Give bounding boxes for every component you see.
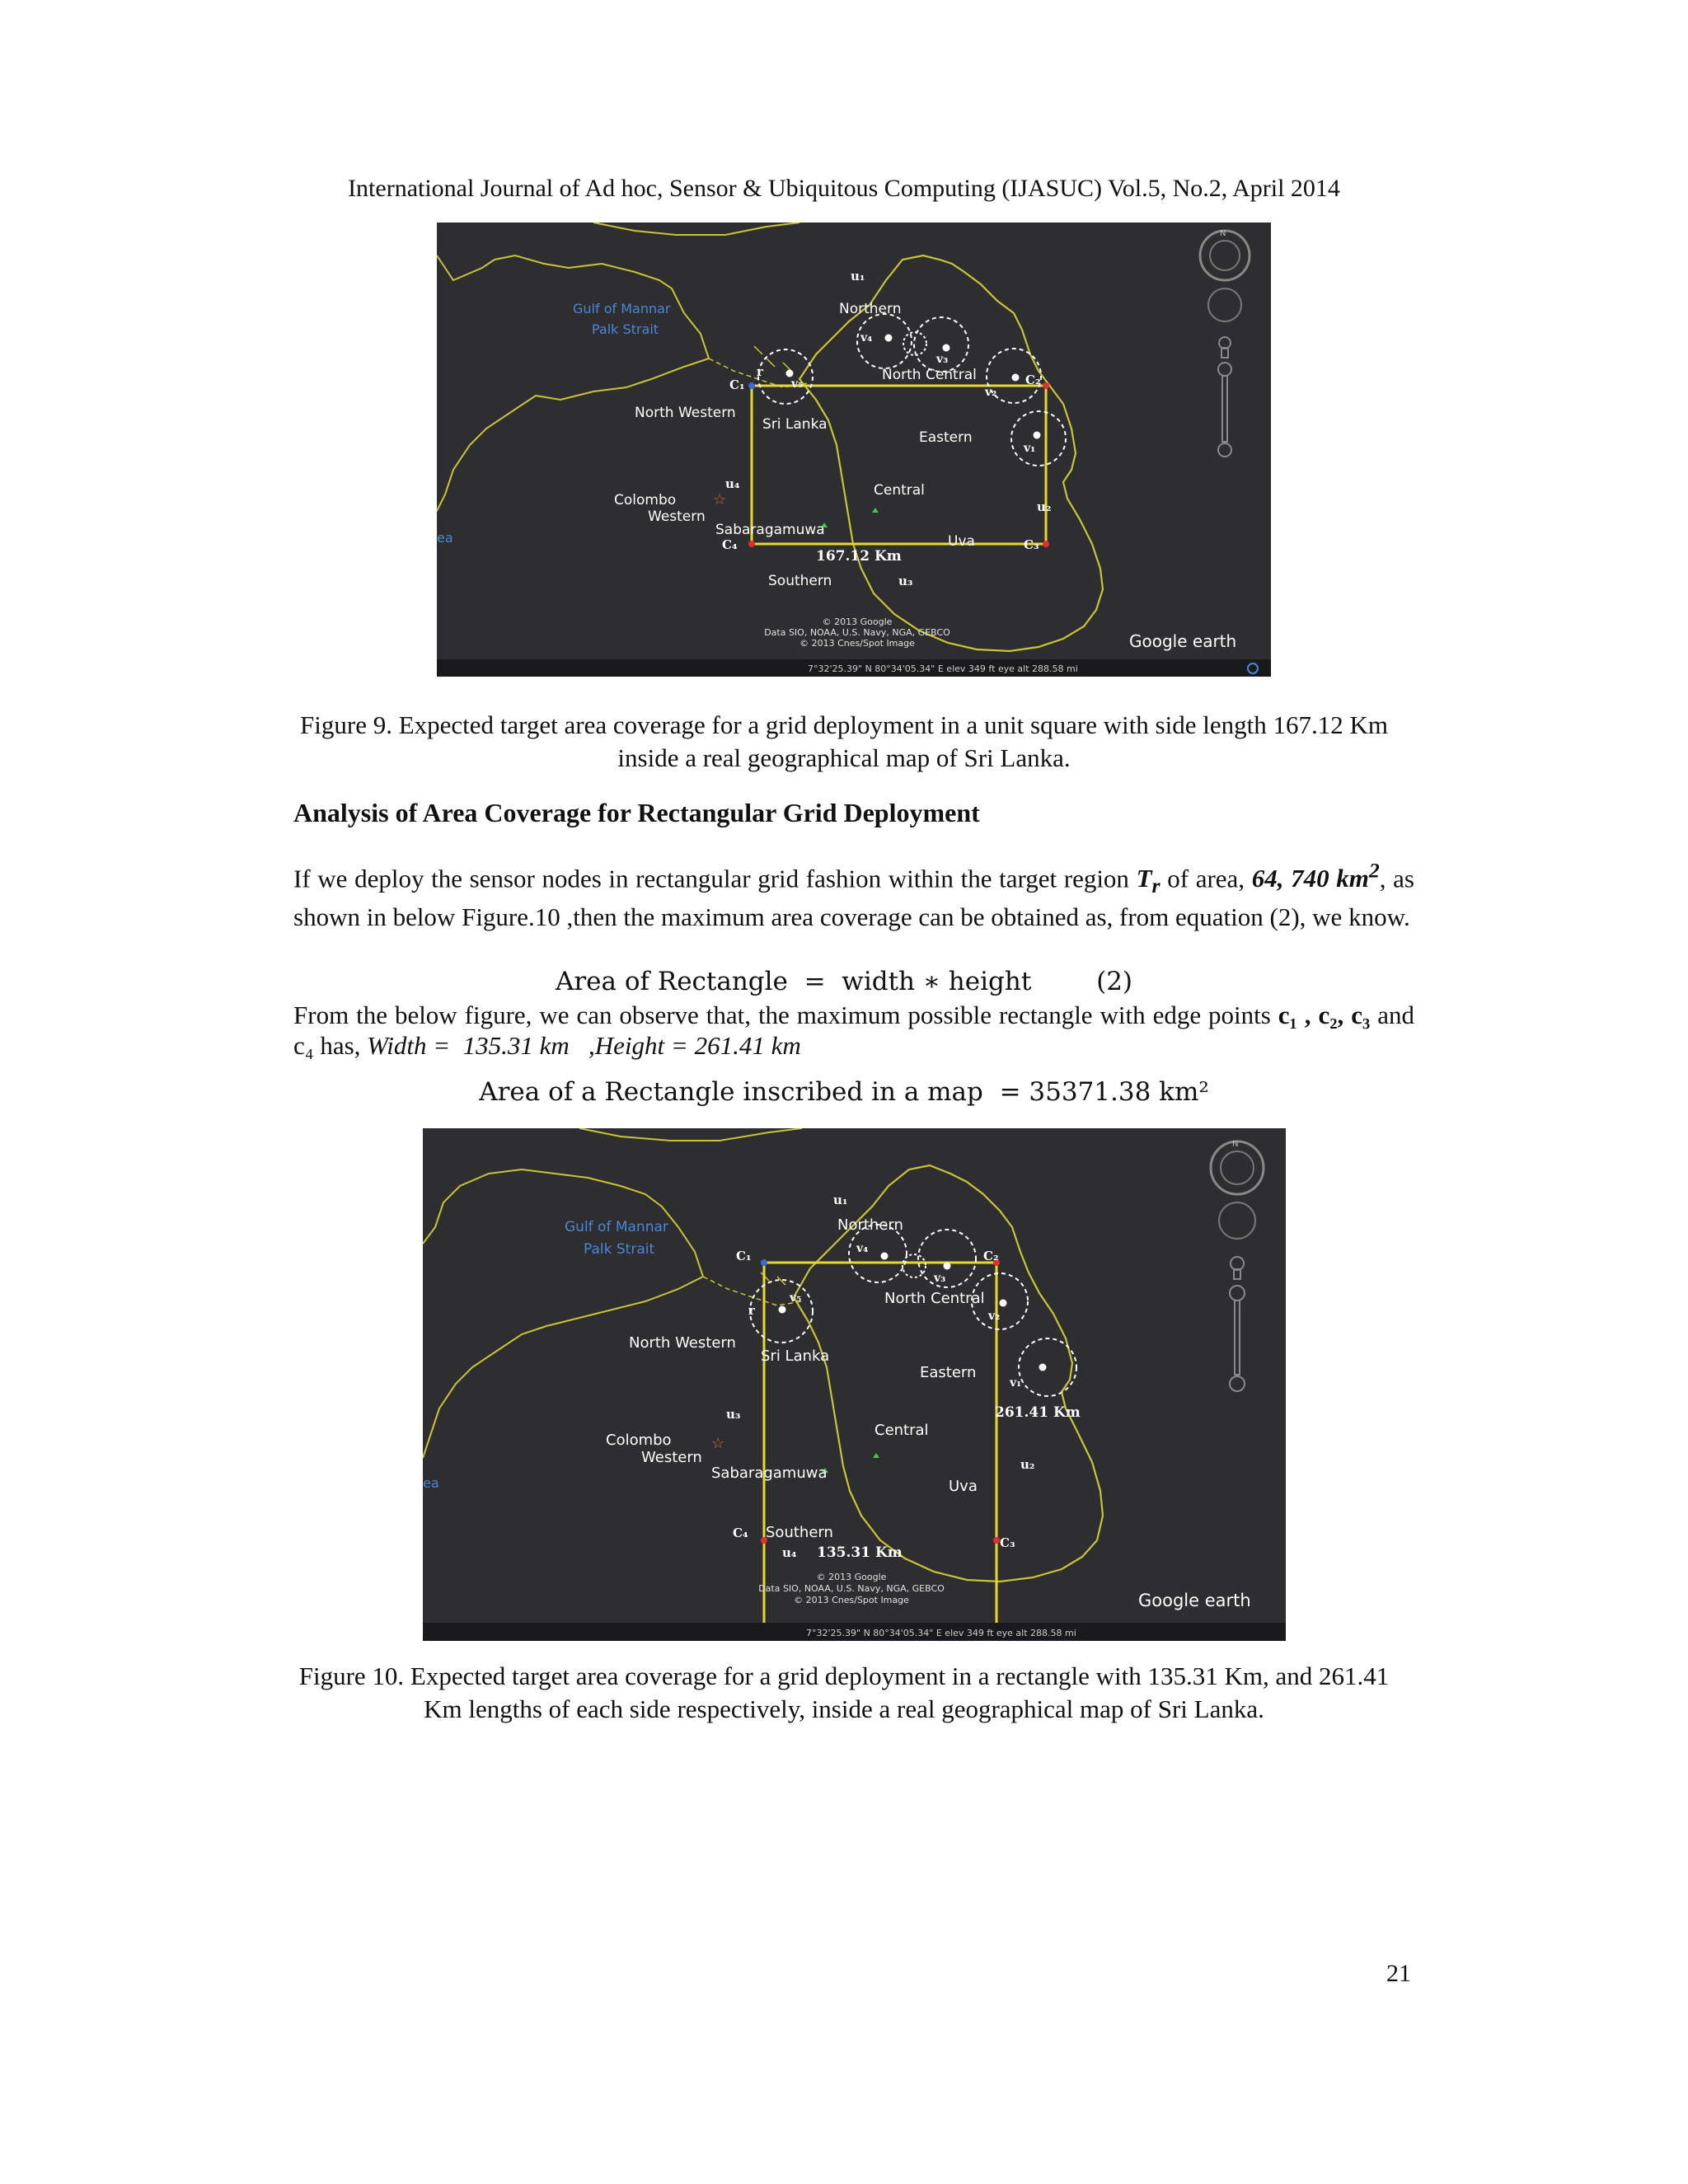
- corner-c4: C₄: [722, 537, 738, 552]
- node-v1-dot: [1039, 1364, 1047, 1371]
- node-v4-dot: [885, 335, 893, 342]
- node-v4-dot: [881, 1253, 889, 1260]
- label-side-length: 167.12 Km: [816, 548, 902, 565]
- node-u3: u₃: [726, 1407, 741, 1422]
- label-northern: Northern: [839, 301, 902, 317]
- label-sabaragamuwa: Sabaragamuwa: [711, 1465, 828, 1482]
- google-earth-logo: Google earth: [1129, 631, 1237, 651]
- corner-c3-marker: [1043, 541, 1049, 547]
- node-v5-dot: [779, 1306, 786, 1314]
- equation-inscribed-area: Area of a Rectangle inscribed in a map = 35371.38 km²: [479, 1077, 1209, 1107]
- page-number: 21: [1386, 1960, 1411, 1987]
- corner-c1: C₁: [736, 1249, 752, 1263]
- node-v3-dot: [943, 344, 950, 352]
- label-north-western: North Western: [629, 1334, 736, 1352]
- map-status-bar: 7°32'25.39" N 80°34'05.34" E elev 349 ft eye alt 288.58 mi: [808, 663, 1078, 674]
- label-colombo: Colombo: [606, 1432, 672, 1449]
- node-u2: u₂: [1037, 499, 1052, 514]
- google-earth-logo: Google earth: [1138, 1591, 1251, 1610]
- node-v4: v₄: [860, 331, 873, 344]
- paragraph-2: [293, 1000, 1414, 1061]
- map-9-svg: [437, 223, 1271, 677]
- journal-header: International Journal of Ad hoc, Sensor & Ubiquitous Computing (IJASUC) Vol.5, No.2, April 2014: [348, 175, 1340, 202]
- colombo-star-icon: ☆: [713, 491, 727, 508]
- node-u4: u₄: [725, 476, 740, 491]
- label-gulf: Gulf of Mannar: [573, 301, 671, 316]
- svg-text:N: N: [1232, 1140, 1239, 1149]
- figure-10-caption: Figure 10. Expected target area coverage for a grid deployment in a rectangle with 135.31 Km, and 261.41 Km lengths of each side respectively, inside a real geographical map of Sri Lanka.: [298, 1661, 1390, 1723]
- para1-text-b: of area,: [1160, 864, 1252, 893]
- label-sri-lanka: Sri Lanka: [761, 1347, 830, 1365]
- node-u2: u₂: [1020, 1457, 1035, 1472]
- node-v3: v₃: [936, 353, 949, 366]
- figure-9-caption: Figure 9. Expected target area coverage for a grid deployment in a unit square with side length 167.12 Km inside a real geographical map of Sri Lanka.: [300, 710, 1388, 772]
- colombo-star-icon: ☆: [711, 1435, 725, 1451]
- label-north-central: North Central: [882, 367, 977, 383]
- label-uva: Uva: [948, 533, 975, 550]
- para1-text-a: If we deploy the sensor nodes in rectangular grid fashion within the target region: [293, 864, 1137, 893]
- credit-3: © 2013 Cnes/Spot Image: [794, 1595, 909, 1605]
- label-sri-lanka: Sri Lanka: [762, 416, 828, 433]
- label-ea: ea: [423, 1475, 439, 1491]
- node-v2-dot: [1000, 1300, 1007, 1307]
- node-u3: u₃: [898, 574, 913, 588]
- map-status-bar: 7°32'25.39" N 80°34'05.34" E elev 349 ft eye alt 288.58 mi: [806, 1628, 1076, 1638]
- node-u1: u₁: [833, 1193, 848, 1207]
- label-southern: Southern: [768, 573, 832, 589]
- figure-10-map: [423, 1128, 1286, 1641]
- label-height: 261.41 Km: [995, 1404, 1081, 1421]
- label-palk: Palk Strait: [592, 321, 659, 337]
- node-v3-dot: [944, 1263, 951, 1270]
- label-central: Central: [874, 1422, 929, 1439]
- label-colombo: Colombo: [614, 492, 677, 509]
- corner-c1: C₁: [729, 377, 745, 392]
- node-v5: v₅: [790, 1291, 802, 1305]
- credit-2: Data SIO, NOAA, U.S. Navy, NGA, GEBCO: [764, 627, 950, 638]
- figure-9-map: [437, 223, 1271, 677]
- node-v1-dot: [1034, 432, 1041, 439]
- equation-area-of-rectangle: Area of Rectangle = width ∗ height (2): [555, 967, 1133, 996]
- label-gulf: Gulf of Mannar: [565, 1219, 668, 1235]
- node-r: r: [757, 364, 763, 379]
- label-ea: ea: [437, 530, 453, 546]
- node-v3: v₃: [934, 1272, 946, 1285]
- label-northern: Northern: [837, 1216, 903, 1234]
- node-r: r: [748, 1303, 755, 1318]
- node-v1: v₁: [1010, 1376, 1022, 1390]
- para1-text-c: , as shown in below Figure.10 ,then the maximum area coverage can be obtained as, from equation (2), we know.: [293, 864, 1414, 931]
- node-v4: v₄: [856, 1242, 869, 1255]
- edge-points: c₁ , c₂, c₃: [1278, 1001, 1371, 1029]
- label-north-central: North Central: [884, 1290, 985, 1307]
- node-u4: u₄: [782, 1545, 797, 1560]
- label-eastern: Eastern: [919, 429, 973, 446]
- label-palk: Palk Strait: [584, 1241, 655, 1258]
- label-southern: Southern: [766, 1524, 833, 1541]
- para2-text-a: From the below figure, we can observe that, the maximum possible rectangle with edge points: [293, 1001, 1278, 1029]
- label-western: Western: [641, 1449, 702, 1466]
- corner-c3: C₃: [1024, 537, 1039, 552]
- area-value: 64, 740 $km^2$: [1251, 859, 1380, 893]
- corner-c3: C₃: [1000, 1535, 1015, 1550]
- paragraph-1: [293, 855, 1414, 932]
- label-western: Western: [648, 509, 706, 525]
- tr-symbol: $T_r$: [1136, 864, 1160, 898]
- label-central: Central: [874, 482, 925, 499]
- svg-text:N: N: [1220, 229, 1226, 238]
- corner-c2-marker: [1043, 382, 1049, 389]
- corner-c2: C₂: [983, 1249, 999, 1263]
- node-u1: u₁: [851, 269, 865, 284]
- map-10-svg: [423, 1128, 1286, 1641]
- credit-1: © 2013 Google: [822, 616, 893, 627]
- label-north-western: North Western: [635, 405, 736, 421]
- credit-1: © 2013 Google: [816, 1572, 887, 1582]
- corner-c1-marker: [748, 382, 755, 389]
- corner-c1-marker: [761, 1259, 767, 1266]
- corner-c4-marker: [748, 541, 755, 547]
- width-height-values: Width = 135.31 km ,Height = 261.41 km: [367, 1031, 801, 1060]
- corner-c2: C₂: [1025, 373, 1041, 387]
- node-v5-dot: [786, 370, 794, 377]
- section-heading: Analysis of Area Coverage for Rectangular Grid Deployment: [293, 798, 980, 827]
- corner-c3-marker: [993, 1537, 1000, 1544]
- node-v1: v₁: [1024, 442, 1036, 455]
- node-v2: v₂: [985, 386, 997, 399]
- node-v5: v₅: [791, 377, 804, 391]
- credit-2: Data SIO, NOAA, U.S. Navy, NGA, GEBCO: [758, 1583, 945, 1594]
- label-width: 135.31 Km: [817, 1544, 903, 1561]
- corner-c4: C₄: [733, 1526, 748, 1540]
- credit-3: © 2013 Cnes/Spot Image: [799, 638, 915, 649]
- label-eastern: Eastern: [920, 1364, 977, 1381]
- node-v2: v₂: [988, 1310, 1001, 1323]
- node-v2-dot: [1012, 374, 1020, 382]
- label-uva: Uva: [949, 1478, 978, 1495]
- para2-text-b: and c₄ has,: [293, 1001, 1414, 1060]
- label-sabaragamuwa: Sabaragamuwa: [715, 522, 825, 538]
